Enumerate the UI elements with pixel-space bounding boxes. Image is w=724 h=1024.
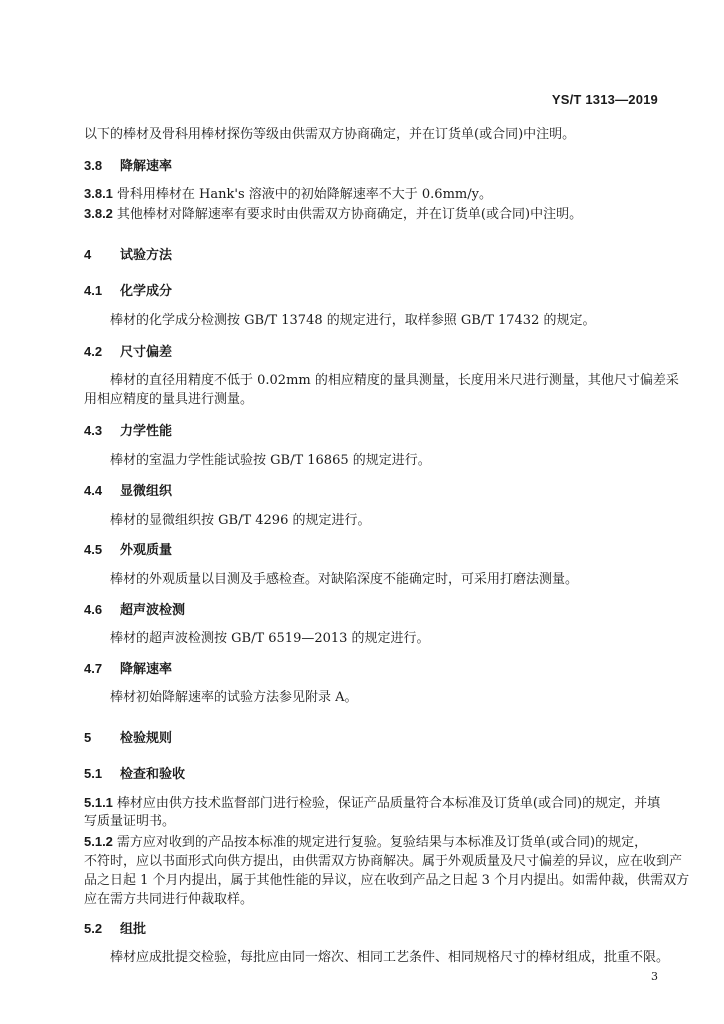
clause-5-1-2-line2: 不符时，应以书面形式向供方提出，由供需双方协商解决。属于外观质量及尺寸偏差的异议，应在收到产 [84,854,683,869]
section-heading-5-2: 5.2 组批 [84,921,147,936]
clause-3-8-1: 3.8.1 骨科用棒材在 Hank's 溶液中的初始降解速率不大于 0.6mm/y。 [84,186,492,202]
section-heading-5: 5 检验规则 [84,730,173,745]
paragraph-4-6: 棒材的超声波检测按 GB/T 6519—2013 的规定进行。 [110,631,430,646]
paragraph-4-7: 棒材初始降解速率的试验方法参见附录 A。 [110,690,358,705]
section-heading-4-3: 4.3 力学性能 [84,423,173,438]
section-heading-3-8: 3.8 降解速率 [84,158,173,173]
paragraph-4-2-line2: 用相应精度的量具进行测量。 [84,392,254,407]
page-number: 3 [651,970,658,983]
clause-3-8-2: 3.8.2 其他棒材对降解速率有要求时由供需双方协商确定，并在订货单(或合同)中注明。 [84,206,583,222]
paragraph-5-2: 棒材应成批提交检验，每批应由同一熔次、相同工艺条件、相同规格尺寸的棒材组成，批重不限。 [110,950,670,965]
clause-5-1-1-line1: 5.1.1 棒材应由供方技术监督部门进行检验，保证产品质量符合本标准及订货单(或合同)的规定，并填 [84,795,661,811]
section-heading-4-4: 4.4 显微组织 [84,483,173,498]
paragraph-4-3: 棒材的室温力学性能试验按 GB/T 16865 的规定进行。 [110,453,431,468]
clause-5-1-1-line2: 写质量证明书。 [84,814,176,829]
paragraph-4-2-line1: 棒材的直径用精度不低于 0.02mm 的相应精度的量具测量，长度用米尺进行测量，其他尺寸偏差采 [110,373,679,388]
clause-5-1-2-line1: 5.1.2 需方应对收到的产品按本标准的规定进行复验。复验结果与本标准及订货单(或合同)的规定， [84,834,648,850]
standard-code: YS/T 1313—2019 [551,92,658,107]
section-heading-4-2: 4.2 尺寸偏差 [84,344,173,359]
paragraph-4-5: 棒材的外观质量以目测及手感检查。对缺陷深度不能确定时，可采用打磨法测量。 [110,572,579,587]
section-heading-4-5: 4.5 外观质量 [84,542,173,557]
section-heading-4-7: 4.7 降解速率 [84,661,173,676]
clause-5-1-2-line3: 品之日起 1 个月内提出，属于其他性能的异议，应在收到产品之日起 3 个月内提出。如需仲裁，供需双方 [84,873,690,888]
clause-5-1-2-line4: 应在需方共同进行仲裁取样。 [84,892,254,907]
paragraph-4-1: 棒材的化学成分检测按 GB/T 13748 的规定进行，取样参照 GB/T 17432 的规定。 [110,313,596,328]
section-heading-4-6: 4.6 超声波检测 [84,602,186,617]
section-heading-4: 4 试验方法 [84,247,173,262]
intro-paragraph: 以下的棒材及骨科用棒材探伤等级由供需双方协商确定，并在订货单(或合同)中注明。 [84,127,576,142]
paragraph-4-4: 棒材的显微组织按 GB/T 4296 的规定进行。 [110,513,371,528]
section-heading-4-1: 4.1 化学成分 [84,283,173,298]
section-heading-5-1: 5.1 检查和验收 [84,766,186,781]
